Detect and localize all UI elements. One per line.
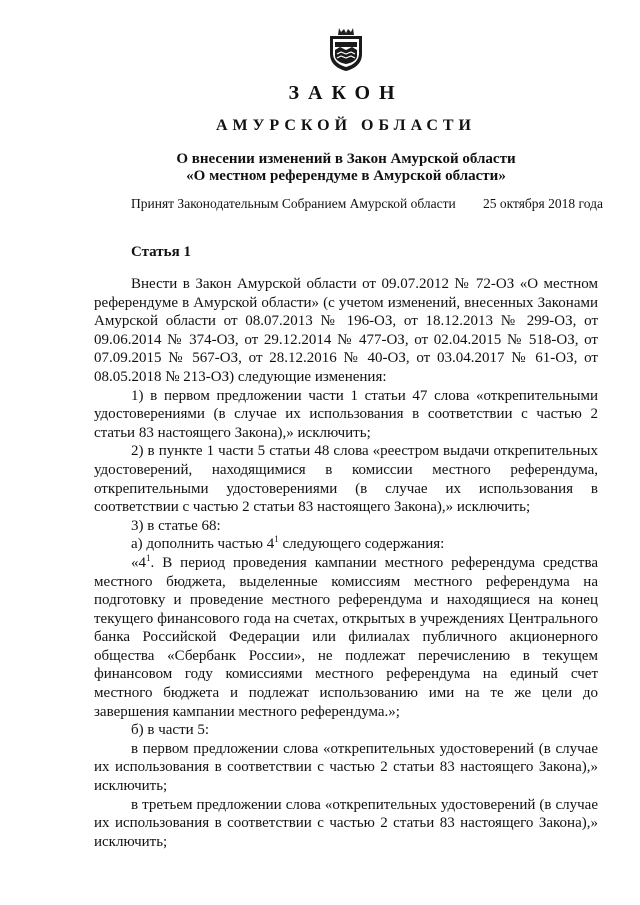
adoption-text: Принят Законодательным Собранием Амурской области [131,196,456,211]
p6-superscript: 1 [146,552,151,563]
coat-of-arms-icon [327,26,365,72]
document-title: ЗАКОН [288,82,404,104]
p5-text-end: следующего содержания: [278,536,445,553]
subtitle-line-2: «О местном референдуме в Амурской области» [186,168,506,184]
p6-text-end: . В период проведения кампании местного референдума средства местного бюджета, выделенные комиссиям местного референдума на подготовку и проведение местного референдума и находящиеся на конец текущего финансового года на счетах, открытых в учреждениях Центрального банка Российской Федерации или филиалах публичного акционерного общества «Сбербанк России», не подлежат перечислению в текущем финансовом году комиссиями местного референдума на единый счет местного бюджета и подлежат использованию ими на те же цели до завершения кампании местного референдума.»; [94,554,598,720]
article-body [94,275,598,851]
paragraph-intro: Внести в Закон Амурской области от 09.07.2012 № 72-ОЗ «О местном референдуме в Амурской области» (с учетом изменений, внесенных Законами Амурской области от 08.07.2013 № 196-ОЗ, от 18.12.2013 № 299-ОЗ, от 09.06.2014 № 374-ОЗ, от 29.12.2014 № 477-ОЗ, от 02.04.2015 № 518-ОЗ, от 07.09.2015 № 567-ОЗ, от 28.12.2016 № 40-ОЗ, от 03.04.2017 № 61-ОЗ, от 08.05.2018 № 213-ОЗ) следующие изменения: [94,276,598,385]
subtitle-line-1: О внесении изменений в Закон Амурской области [176,151,516,167]
paragraph-item-3: 3) в статье 68: [131,517,221,534]
paragraph-item-2: 2) в пункте 1 части 5 статьи 48 слова «реестром выдачи открепительных удостоверений, находящимися в комиссии местного референдума, открепительными удостоверениями (в случае их использования в соответствии с частью 2 статьи 83 настоящего Закона),» исключить; [94,443,598,516]
paragraph-item-3b: б) в части 5: [131,722,210,739]
p5-superscript: 1 [274,534,279,545]
p5-text: а) дополнить частью 4 [131,536,275,553]
paragraph-item-1: 1) в первом предложении части 1 статьи 47 слова «открепительными удостоверениями (в случае их использования в соответствии с частью 2 статьи 83 настоящего Закона),» исключить; [94,387,598,441]
article-heading: Статья 1 [131,244,191,260]
adoption-date: 25 октября 2018 года [483,196,603,211]
law-subtitle [26,151,640,185]
paragraph-first-sentence: в первом предложении слова «открепительных удостоверений (в случае их использования в соответствии с частью 2 статьи 83 настоящего Закона),» исключить; [94,740,598,795]
paragraph-third-sentence: в третьем предложении слова «открепительных удостоверений (в случае их использования в соответствии с частью 2 статьи 83 настоящего Закона),» исключить; [94,796,598,850]
paragraph-new-part [94,554,598,721]
paragraph-item-3a [94,535,598,554]
p6-text: «4 [131,554,146,571]
region-title: АМУРСКОЙ ОБЛАСТИ [216,117,476,134]
